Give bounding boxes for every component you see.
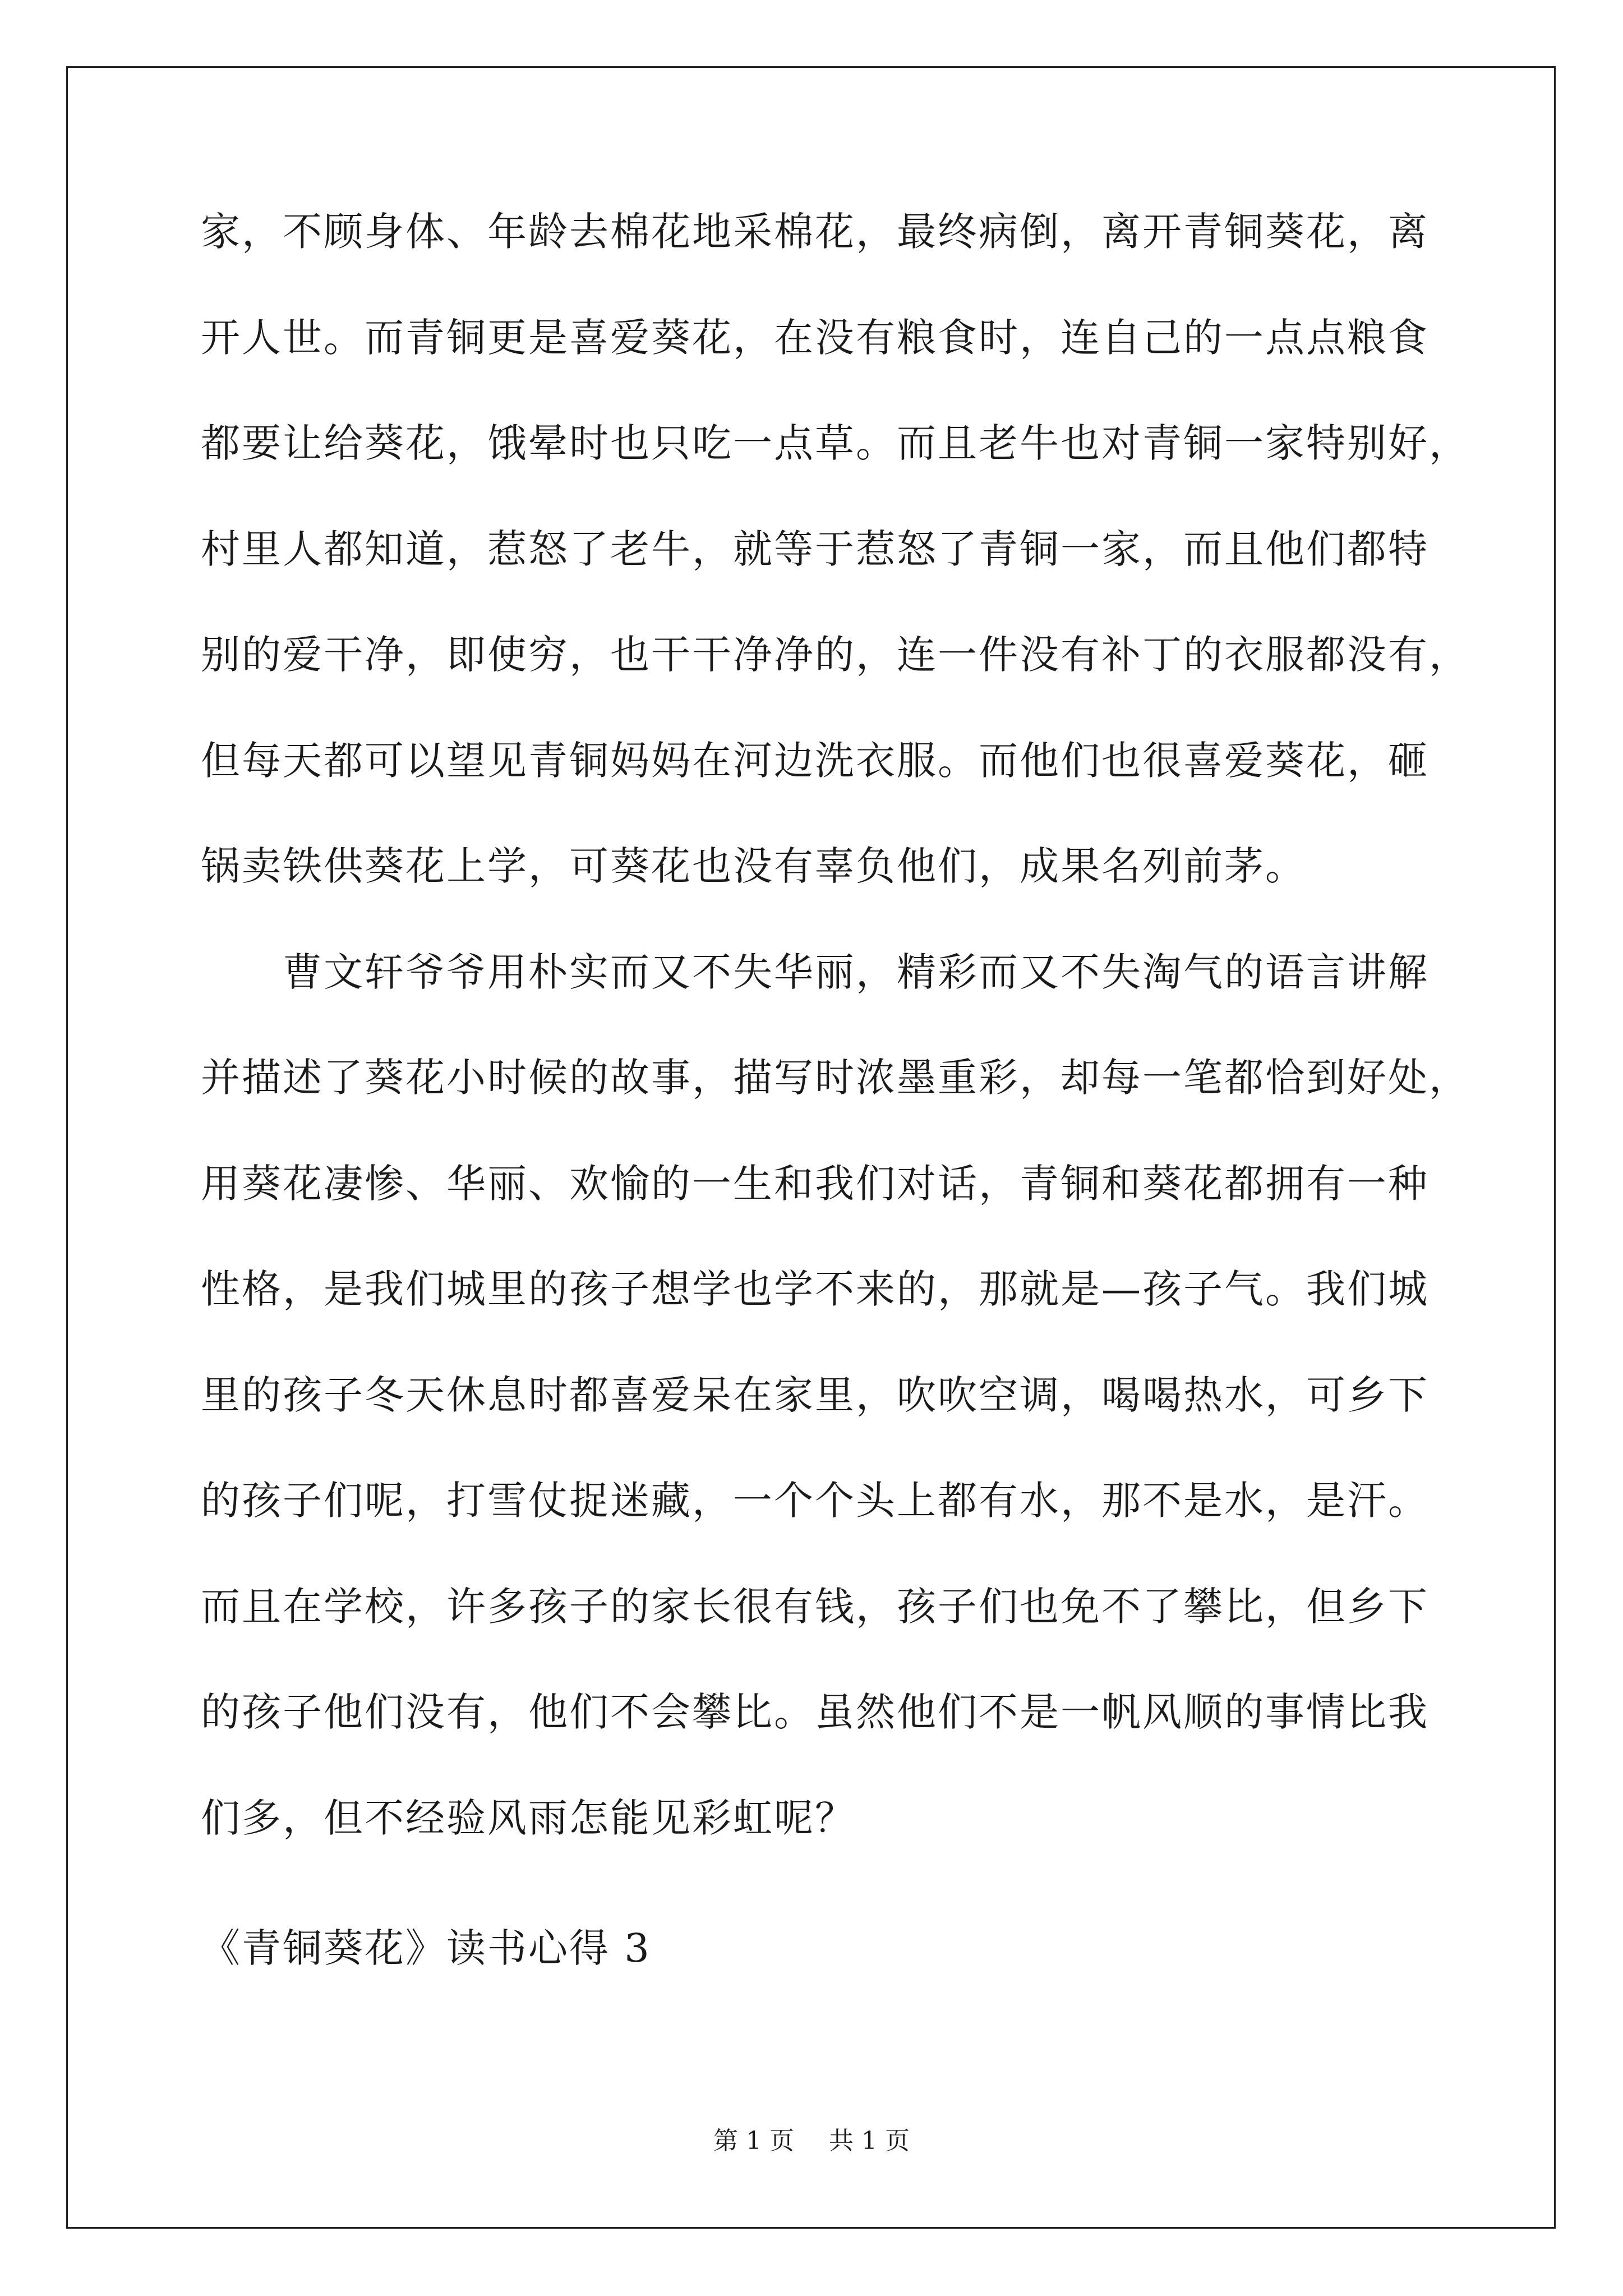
text-line: 的孩子他们没有，他们不会攀比。虽然他们不是一帆风顺的事情比我 (201, 1689, 1429, 1735)
page-number: 第 1 页 (713, 2127, 794, 2155)
text-line: 性格，是我们城里的孩子想学也学不来的，那就是—孩子气。我们城 (201, 1266, 1429, 1312)
page-total: 共 1 页 (829, 2127, 910, 2155)
text-line: 曹文轩爷爷用朴实而又不失华丽，精彩而又不失淘气的语言讲解 (201, 949, 1429, 995)
document-body (201, 209, 1470, 1904)
text-line: 里的孩子冬天休息时都喜爱呆在家里，吹吹空调，喝喝热水，可乡下 (201, 1372, 1429, 1418)
text-line: 开人世。而青铜更是喜爱葵花，在没有粮食时，连自己的一点点粮食 (201, 314, 1429, 361)
text-line: 都要让给葵花，饿晕时也只吃一点草。而且老牛也对青铜一家特别好， (201, 420, 1470, 466)
text-line: 别的爱干净，即使穷，也干干净净的，连一件没有补丁的衣服都没有， (201, 632, 1470, 678)
text-line: 而且在学校，许多孩子的家长很有钱，孩子们也免不了攀比，但乡下 (201, 1583, 1429, 1630)
text-line: 锅卖铁供葵花上学，可葵花也没有辜负他们，成果名列前茅。 (201, 843, 1306, 889)
text-line: 村里人都知道，惹怒了老牛，就等于惹怒了青铜一家，而且他们都特 (201, 526, 1429, 572)
text-line: 家，不顾身体、年龄去棉花地采棉花，最终病倒，离开青铜葵花，离 (201, 209, 1429, 255)
section-heading: 《青铜葵花》读书心得 3 (201, 1925, 651, 1971)
text-line: 们多，但不经验风雨怎能见彩虹呢？ (201, 1795, 856, 1841)
text-line: 但每天都可以望见青铜妈妈在河边洗衣服。而他们也很喜爱葵花，砸 (201, 737, 1429, 784)
text-line: 并描述了葵花小时候的故事，描写时浓墨重彩，却每一笔都恰到好处， (201, 1055, 1470, 1101)
page-footer (0, 2129, 1623, 2154)
text-line: 的孩子们呢，打雪仗捉迷藏，一个个头上都有水，那不是水，是汗。 (201, 1478, 1429, 1524)
text-line: 用葵花凄惨、华丽、欢愉的一生和我们对话，青铜和葵花都拥有一种 (201, 1160, 1429, 1207)
